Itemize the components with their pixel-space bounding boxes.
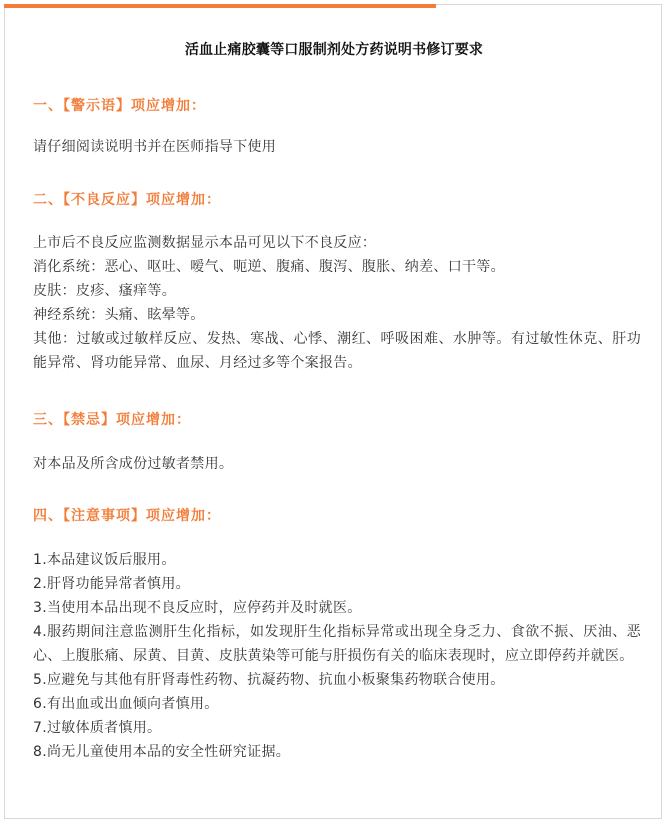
section-heading-adverse-reactions: 二、【不良反应】项应增加：: [33, 192, 221, 208]
section-body-contraindications: [33, 452, 641, 476]
text-line: 消化系统：恶心、呕吐、嗳气、呃逆、腹痛、腹泻、腹胀、纳差、口干等。: [33, 259, 505, 275]
text-line: 3.当使用本品出现不良反应时，应停药并及时就医。: [33, 600, 362, 616]
text-line: 皮肤：皮疹、瘙痒等。: [33, 283, 176, 299]
text-line: 8.尚无儿童使用本品的安全性研究证据。: [33, 744, 291, 760]
text-line: 5.应避免与其他有肝肾毒性药物、抗凝药物、抗血小板聚集药物联合使用。: [33, 672, 505, 688]
section-heading-precautions: 四、【注意事项】项应增加：: [33, 508, 221, 524]
text-line: 7.过敏体质者慎用。: [33, 720, 162, 736]
document-title: 活血止痛胶囊等口服制剂处方药说明书修订要求: [184, 42, 484, 58]
text-line: 请仔细阅读说明书并在医师指导下使用: [33, 139, 277, 155]
text-line: 对本品及所含成份过敏者禁用。: [33, 456, 234, 472]
section-body-warning: [33, 135, 641, 159]
text-line: 4.服药期间注意监测肝生化指标，如发现肝生化指标异常或出现全身乏力、食欲不振、厌油、恶心、上腹胀痛、尿黄、目黄、皮肤黄染等可能与肝损伤有关的临床表现时，应立即停药并就医。: [33, 624, 641, 664]
text-line: 6.有出血或出血倾向者慎用。: [33, 696, 219, 712]
section-body-adverse-reactions: [33, 231, 641, 375]
section-body-precautions: [33, 548, 641, 764]
document-card: [4, 4, 662, 819]
section-heading-warning: 一、【警示语】项应增加：: [33, 98, 206, 114]
text-line: 1.本品建议饭后服用。: [33, 552, 176, 568]
section-heading-contraindications: 三、【禁忌】项应增加：: [33, 412, 191, 428]
text-line: 神经系统：头痛、眩晕等。: [33, 307, 205, 323]
text-line: 其他：过敏或过敏样反应、发热、寒战、心悸、潮红、呼吸困难、水肿等。有过敏性休克、肝功能异常、肾功能异常、血尿、月经过多等个案报告。: [33, 331, 641, 371]
text-line: 2.肝肾功能异常者慎用。: [33, 576, 190, 592]
text-line: 上市后不良反应监测数据显示本品可见以下不良反应：: [33, 235, 377, 251]
accent-bar: [4, 4, 436, 8]
